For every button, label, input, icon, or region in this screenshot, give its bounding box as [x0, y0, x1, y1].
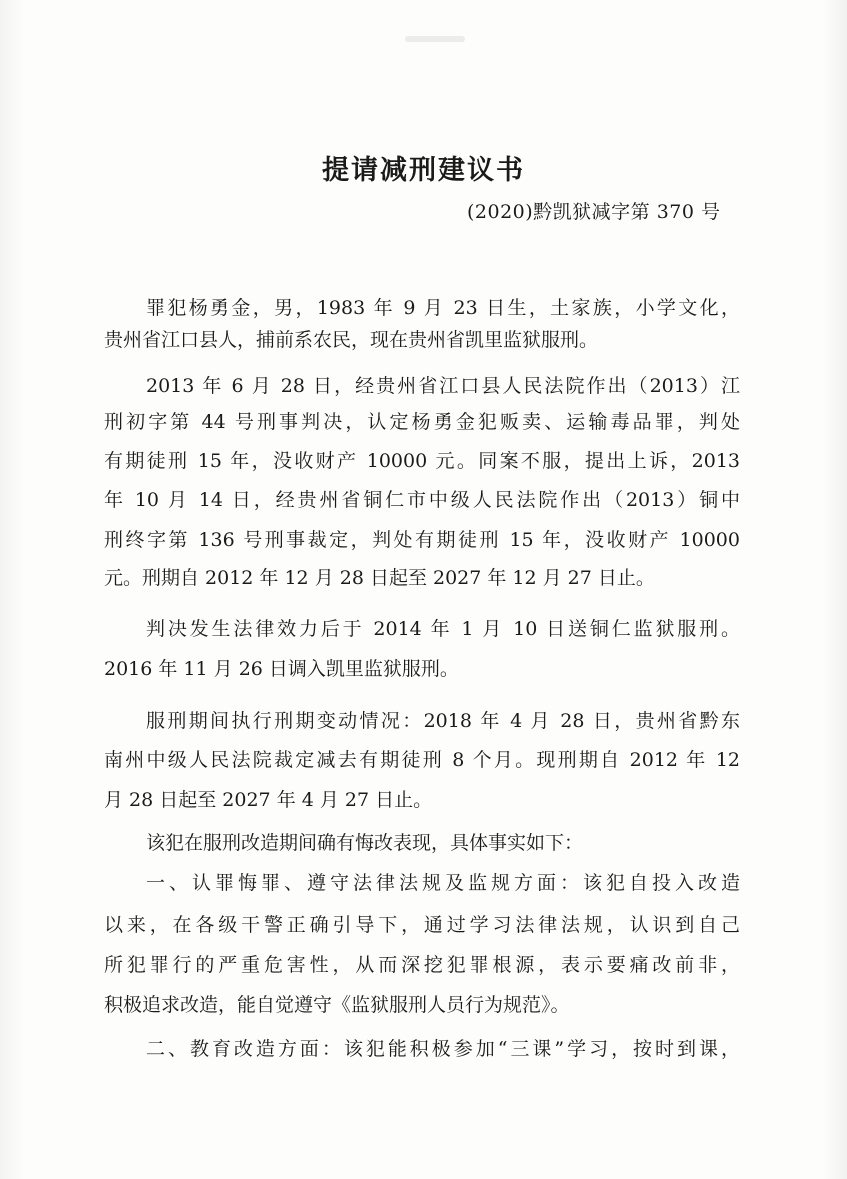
body-line: 刑终字第 136 号刑事裁定，判处有期徒刑 15 年，没收财产 10000	[104, 529, 740, 551]
body-line: 元。刑期自 2012 年 12 月 28 日起至 2027 年 12 月 27 日止。	[104, 567, 655, 589]
document-title: 提请减刑建议书	[322, 155, 525, 186]
body-line: 判决发生法律效力后于 2014 年 1 月 10 日送铜仁监狱服刑。	[146, 618, 740, 640]
body-line: 2013 年 6 月 28 日，经贵州省江口县人民法院作出（2013）江	[146, 375, 740, 397]
body-line: 刑初字第 44 号刑事判决，认定杨勇金犯贩卖、运输毒品罪，判处	[104, 411, 740, 433]
body-line: 积极追求改造，能自觉遵守《监狱服刑人员行为规范》。	[104, 994, 570, 1016]
body-line: 服刑期间执行刑期变动情况：2018 年 4 月 28 日，贵州省黔东	[146, 710, 740, 732]
document-number: (2020)黔凯狱减字第 370 号	[467, 201, 721, 223]
body-line: 2016 年 11 月 26 日调入凯里监狱服刑。	[104, 658, 459, 680]
body-line: 月 28 日起至 2027 年 4 月 27 日止。	[104, 789, 433, 811]
body-line: 以来，在各级干警正确引导下，通过学习法律法规，认识到自己	[104, 914, 740, 936]
scan-mark	[405, 36, 465, 42]
body-line: 一、认罪悔罪、遵守法律法规及监规方面：该犯自投入改造	[146, 872, 740, 894]
body-line: 有期徒刑 15 年，没收财产 10000 元。同案不服，提出上诉，2013	[104, 450, 740, 472]
body-line: 南州中级人民法院裁定减去有期徒刑 8 个月。现刑期自 2012 年 12	[104, 749, 740, 771]
body-line: 二、教育改造方面：该犯能积极参加“三课”学习，按时到课，	[146, 1038, 740, 1060]
body-line: 贵州省江口县人，捕前系农民，现在贵州省凯里监狱服刑。	[104, 329, 599, 351]
body-line: 所犯罪行的严重危害性，从而深挖犯罪根源，表示要痛改前非，	[104, 954, 740, 976]
body-line: 罪犯杨勇金，男，1983 年 9 月 23 日生，土家族，小学文化，	[146, 297, 740, 319]
body-line: 年 10 月 14 日，经贵州省铜仁市中级人民法院作出（2013）铜中	[104, 489, 740, 511]
body-line: 该犯在服刑改造期间确有悔改表现，具体事实如下：	[146, 832, 584, 854]
